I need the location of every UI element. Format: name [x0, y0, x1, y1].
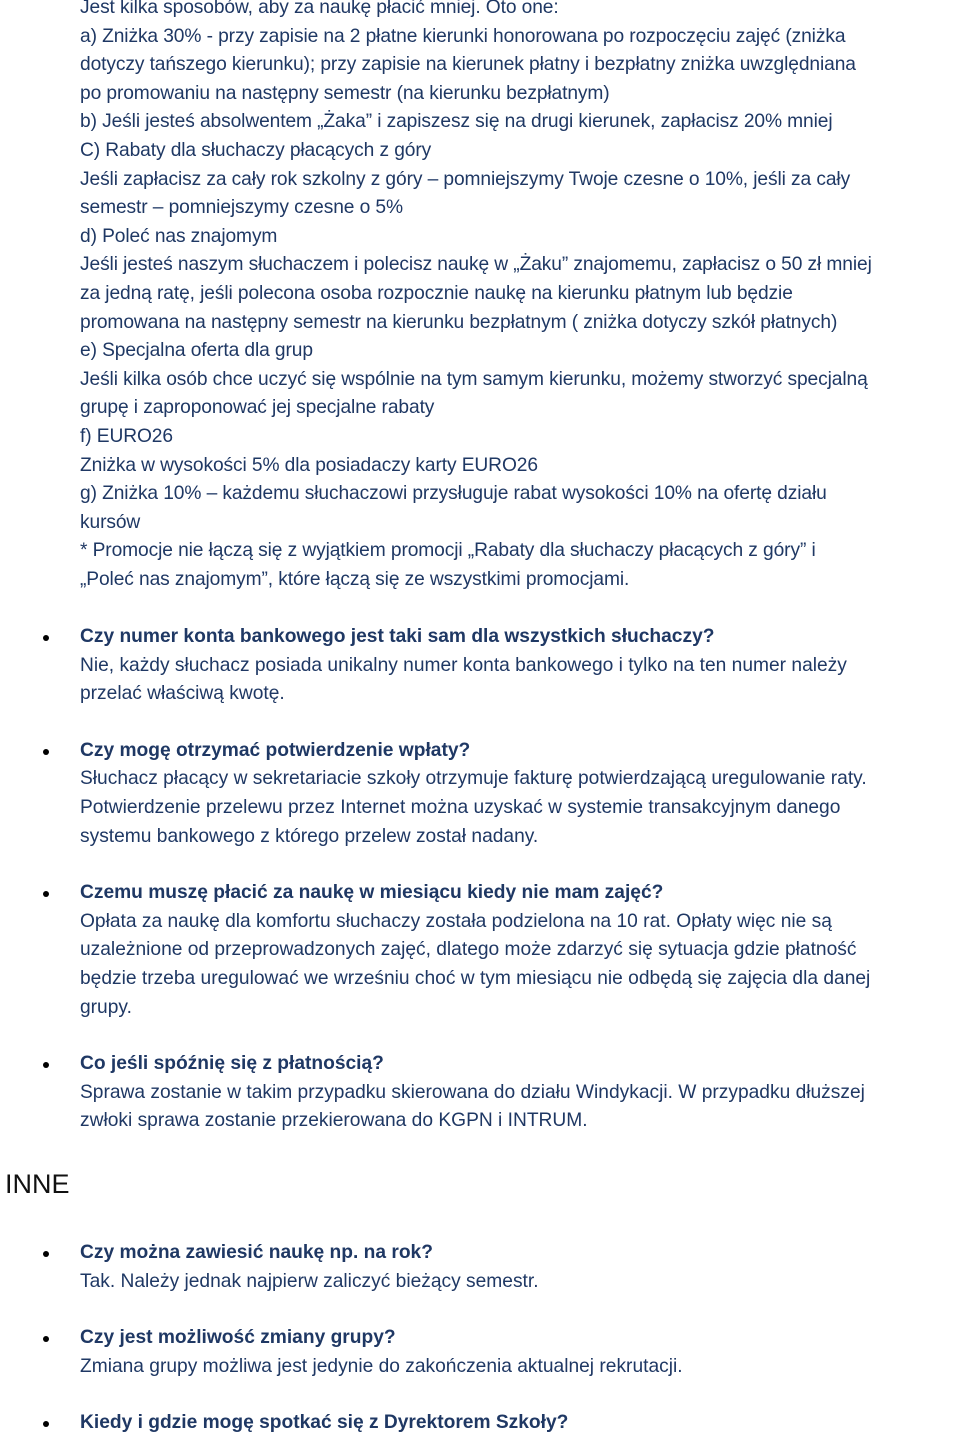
other-faq-list — [80, 1239, 958, 1438]
discount-d-line: Jeśli jesteś naszym słuchaczem i polecisz naukę w „Żaku” znajomemu, zapłacisz o 50 zł mniej — [80, 254, 872, 276]
answer-line: grupy. — [80, 996, 132, 1018]
discount-c-line: Jeśli zapłacisz za cały rok szkolny z góry – pomniejszymy Twoje czesne o 10%, jeśli za cały — [80, 168, 851, 190]
payments-faq-list — [80, 623, 958, 1136]
intro-line: Jest kilka sposobów, aby za naukę płacić mniej. Oto one: — [80, 0, 559, 18]
discount-a-line: po promowaniu na następny semestr (na kierunku bezpłatnym) — [80, 82, 610, 104]
discount-d-heading: d) Poleć nas znajomym — [80, 225, 278, 247]
answer-line: zwłoki sprawa zostanie przekierowana do KGPN i INTRUM. — [80, 1110, 588, 1132]
discount-f-line: Zniżka w wysokości 5% dla posiadaczy karty EURO26 — [80, 454, 538, 476]
answer-line: Opłata za naukę dla komfortu słuchaczy została podzielona na 10 rat. Opłaty więc nie są — [80, 910, 832, 932]
faq-item — [80, 1050, 958, 1136]
discounts-section — [80, 0, 958, 594]
faq-question: Czy mogę otrzymać potwierdzenie wpłaty? — [80, 739, 471, 761]
faq-item — [80, 1409, 958, 1438]
discount-a-line: a) Zniżka 30% - przy zapisie na 2 płatne kierunki honorowana po rozpoczęciu zajęć (zniżka — [80, 25, 846, 47]
faq-item — [80, 737, 958, 851]
bullet-icon — [43, 1062, 49, 1068]
answer-line: Tak. Należy jednak najpierw zaliczyć bieżący semestr. — [80, 1270, 539, 1292]
faq-item — [80, 1324, 958, 1381]
discount-d-line: za jedną ratę, jeśli polecona osoba rozpocznie naukę na kierunku płatnym lub będzie — [80, 282, 793, 304]
discount-c-line: semestr – pomniejszymy czesne o 5% — [80, 197, 403, 219]
answer-line: Potwierdzenie przelewu przez Internet można uzyskać w systemie transakcyjnym danego — [80, 796, 841, 818]
promotions-note: * Promocje nie łączą się z wyjątkiem promocji „Rabaty dla słuchaczy płacących z góry” i — [80, 540, 816, 562]
faq-question: Co jeśli spóźnię się z płatnością? — [80, 1053, 384, 1075]
bullet-icon — [43, 891, 49, 897]
discount-g-line: g) Zniżka 10% – każdemu słuchaczowi przysługuje rabat wysokości 10% na ofertę działu — [80, 483, 827, 505]
bullet-icon — [43, 635, 49, 641]
answer-line: uzależnione od przeprowadzonych zajęć, dlatego może zdarzyć się sytuacja gdzie płatność — [80, 939, 857, 961]
faq-item — [80, 1239, 958, 1296]
faq-answer — [80, 1268, 958, 1297]
faq-question: Czemu muszę płacić za naukę w miesiącu kiedy nie mam zajęć? — [80, 882, 664, 904]
discount-c-heading: C) Rabaty dla słuchaczy płacących z góry — [80, 139, 432, 161]
bullet-icon — [43, 1421, 49, 1427]
faq-item — [80, 623, 958, 709]
promotions-note: „Poleć nas znajomym”, które łączą się ze wszystkimi promocjami. — [80, 568, 630, 590]
bullet-icon — [43, 1336, 49, 1342]
discount-d-line: promowana na następny semestr na kierunku bezpłatnym ( zniżka dotyczy szkół płatnych) — [80, 311, 838, 333]
faq-question: Czy można zawiesić naukę np. na rok? — [80, 1242, 433, 1263]
faq-answer — [80, 1079, 958, 1136]
section-heading-other: INNE — [5, 1169, 70, 1199]
answer-line: przelać właściwą kwotę. — [80, 683, 285, 705]
faq-question: Kiedy i gdzie mogę spotkać się z Dyrektorem Szkoły? — [80, 1412, 569, 1434]
faq-answer — [80, 1353, 958, 1382]
bullet-icon — [43, 1251, 49, 1257]
faq-answer — [80, 652, 958, 709]
discount-e-line: grupę i zaproponować jej specjalne rabaty — [80, 397, 435, 419]
answer-line: Nie, każdy słuchacz posiada unikalny numer konta bankowego i tylko na ten numer należy — [80, 654, 847, 676]
discount-f-heading: f) EURO26 — [80, 425, 173, 447]
discount-e-heading: e) Specjalna oferta dla grup — [80, 340, 313, 362]
faq-question: Czy numer konta bankowego jest taki sam dla wszystkich słuchaczy? — [80, 626, 715, 647]
answer-line: będzie trzeba uregulować we wrześniu choć w tym miesiącu nie odbędą się zajęcia dla danej — [80, 967, 871, 989]
answer-line: systemu bankowego z którego przelew został nadany. — [80, 825, 539, 847]
faq-answer — [80, 765, 958, 851]
answer-line: Słuchacz płacący w sekretariacie szkoły otrzymuje fakturę potwierdzającą uregulowanie raty. — [80, 768, 867, 790]
faq-question: Czy jest możliwość zmiany grupy? — [80, 1327, 396, 1349]
discount-a-line: dotyczy tańszego kierunku); przy zapisie na kierunek płatny i bezpłatny zniżka uwzględniana — [80, 54, 856, 76]
faq-answer — [80, 908, 958, 1022]
faq-item — [80, 879, 958, 1022]
discount-e-line: Jeśli kilka osób chce uczyć się wspólnie na tym samym kierunku, możemy stworzyć specjalną — [80, 368, 868, 390]
bullet-icon — [43, 749, 49, 755]
discount-g-line: kursów — [80, 511, 141, 533]
discount-b-line: b) Jeśli jesteś absolwentem „Żaka” i zapiszesz się na drugi kierunek, zapłacisz 20% mniej — [80, 111, 833, 133]
answer-line: Sprawa zostanie w takim przypadku skierowana do działu Windykacji. W przypadku dłuższej — [80, 1081, 865, 1103]
answer-line: Zmiana grupy możliwa jest jedynie do zakończenia aktualnej rekrutacji. — [80, 1355, 683, 1377]
